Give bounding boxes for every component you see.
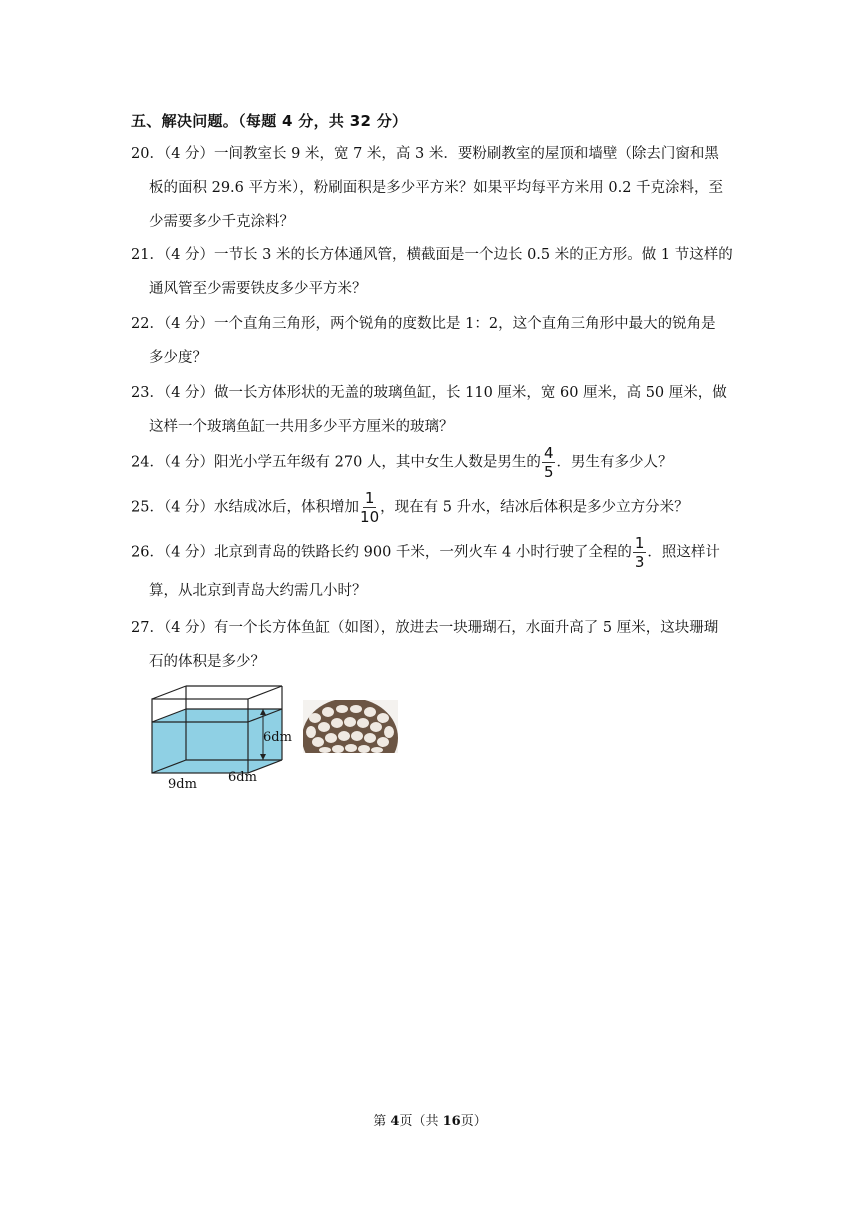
question-text-line — [131, 490, 731, 525]
page-footer — [0, 1110, 860, 1129]
section-title: 五、解决问题。（每题 4 分，共 32 分） — [131, 112, 408, 130]
question-text-line: 多少度？ — [149, 350, 207, 366]
question-text: 25．（4 分）水结成冰后，体积增加 — [131, 499, 360, 516]
question-text: ．照这样计 — [647, 544, 720, 561]
question-25 — [131, 490, 731, 525]
question-23 — [131, 376, 731, 444]
footer-middle: 页（共 — [399, 1114, 443, 1129]
fraction-numerator: 4 — [543, 444, 554, 462]
fish-tank-figure — [148, 680, 308, 790]
fraction-denominator: 5 — [543, 463, 554, 481]
question-text-line: 石的体积是多少？ — [149, 654, 265, 670]
question-text: 26．（4 分）北京到青岛的铁路长约 900 千米，一列火车 4 小时行驶了全程的 — [131, 544, 632, 561]
question-text: ，现在有 5 升水，结冰后体积是多少立方分米？ — [380, 499, 689, 516]
width-label: 6dm — [228, 770, 257, 785]
fraction — [360, 490, 379, 525]
footer-suffix: 页） — [460, 1114, 487, 1129]
question-20 — [131, 137, 731, 239]
question-text-line: 通风管至少需要铁皮多少平方米？ — [149, 281, 367, 297]
question-text-line: 算，从北京到青岛大约需几小时？ — [149, 583, 367, 599]
question-27 — [131, 611, 731, 679]
question-text-line: 板的面积 29.6 平方米），粉刷面积是多少平方米？如果平均每平方米用 0.2 千克涂料，至 — [149, 180, 724, 196]
question-text-line: 22．（4 分）一个直角三角形，两个锐角的度数比是 1：2，这个直角三角形中最大的锐角是 — [131, 316, 716, 332]
question-text-line: 21．（4 分）一节长 3 米的长方体通风管，横截面是一个边长 0.5 米的正方形。做 1 节这样的 — [131, 247, 733, 263]
footer-page-number: 4 — [390, 1114, 400, 1129]
question-21 — [131, 238, 731, 306]
fraction-denominator: 10 — [360, 508, 380, 526]
fraction — [633, 535, 647, 570]
question-text-line — [131, 535, 731, 570]
fraction-denominator: 3 — [634, 553, 645, 571]
water-front-face — [152, 722, 248, 773]
fraction — [542, 445, 556, 480]
footer-prefix: 第 — [373, 1114, 391, 1129]
height-label: 6dm — [263, 730, 292, 745]
question-text: ．男生有多少人？ — [556, 454, 673, 471]
question-text: 24．（4 分）阳光小学五年级有 270 人，其中女生人数是男生的 — [131, 454, 541, 471]
question-22 — [131, 307, 731, 375]
question-24 — [131, 445, 731, 480]
footer-total-pages: 16 — [442, 1114, 461, 1129]
length-label: 9dm — [168, 777, 197, 790]
coral-stone-image — [303, 700, 398, 753]
question-26 — [131, 535, 731, 608]
question-text-line: 27．（4 分）有一个长方体鱼缸（如图），放进去一块珊瑚石，水面升高了 5 厘米，这块珊瑚 — [131, 620, 719, 636]
question-text-line: 20．（4 分）一间教室长 9 米，宽 7 米，高 3 米．要粉刷教室的屋顶和墙壁（除去门窗和黑 — [131, 146, 719, 162]
fraction-numerator: 1 — [634, 534, 645, 552]
question-text-line — [131, 445, 731, 480]
fraction-numerator: 1 — [364, 489, 375, 507]
question-text-line: 少需要多少千克涂料？ — [149, 214, 294, 230]
question-text-line: 23．（4 分）做一长方体形状的无盖的玻璃鱼缸，长 110 厘米，宽 60 厘米，高 50 厘米，做 — [131, 385, 727, 401]
question-text-line: 这样一个玻璃鱼缸一共用多少平方厘米的玻璃？ — [149, 419, 454, 435]
